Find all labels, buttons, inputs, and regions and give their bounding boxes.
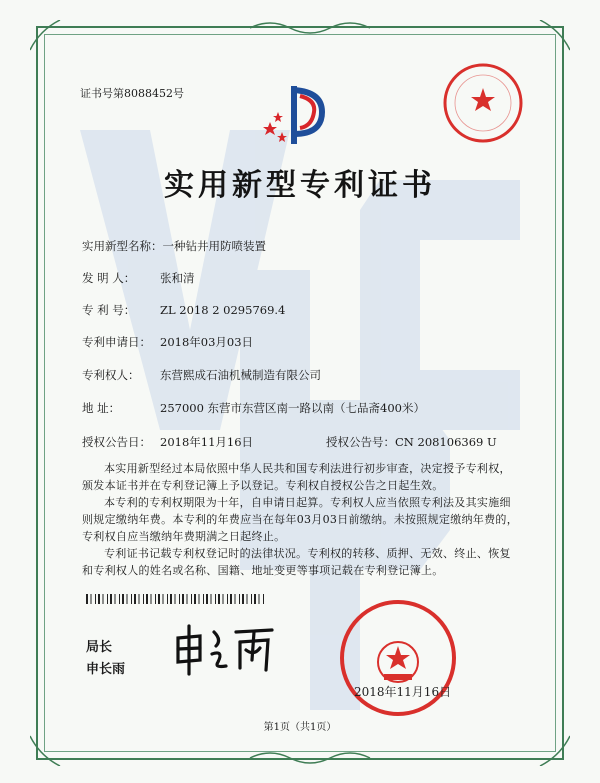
inventor-value: 张和清 [160,271,195,285]
filing-date-label: 专利申请日： [82,335,151,349]
page-footer: 第1页（共1页） [263,722,337,733]
body-paragraph-1: 本实用新型经过本局依照中华人民共和国专利法进行初步审查，决定授予专利权，颁发本证书并在专利登记簿上予以登记。专利权自授权公告之日起生效。 [82,462,511,492]
grant-number-label: 授权公告号： [326,435,395,449]
grant-date-value: 2018年11月16日 [160,435,254,449]
address-row [82,400,425,416]
body-paragraph-3: 专利证书记载专利权登记时的法律状况。专利权的转移、质押、无效、终止、恢复和专利权人的姓名或名称、国籍、地址变更等事项记载在专利登记簿上。 [82,547,511,577]
utility-model-name-row [82,238,266,254]
grant-date-row [82,434,253,450]
barcode-icon [86,594,266,604]
patent-number-label: 专 利 号： [82,303,136,317]
address-value: 257000 东营市东营区南一路以南（七品斋400米） [160,401,426,415]
grant-number-value: CN 208106369 U [395,435,497,449]
director-signature [170,620,280,676]
patentee-value: 东营熙成石油机械制造有限公司 [160,368,321,382]
director-title: 局长 [86,640,113,655]
patent-number-value: ZL 2018 2 0295769.4 [160,303,286,317]
patentee-label: 专利权人： [82,368,140,382]
inventor-row [82,270,195,286]
filing-date-value: 2018年03月03日 [160,335,254,349]
patent-number-row [82,302,285,318]
utility-model-name-value: 一种钻井用防喷装置 [162,239,266,253]
patentee-row [82,367,321,383]
certificate-title: 实用新型专利证书 [164,168,436,203]
cnipa-seal [336,596,460,720]
director-name: 申长雨 [86,662,126,677]
certificate-number: 证书号第8088452号 [80,87,184,100]
patent-office-stamp [440,60,526,146]
body-paragraph-2: 本专利的专利权期限为十年，自申请日起算。专利权人应当依照专利法及其实施细则规定缴纳年费。本专利的年费应当在每年03月03日前缴纳。未按照规定缴纳年费的，专利权自应当缴纳年费期满之日起终止。 [82,496,518,543]
utility-model-name-label: 实用新型名称： [82,239,163,253]
cnipa-logo-icon [260,82,330,152]
inventor-label: 发 明 人： [82,271,136,285]
address-label: 地 址： [82,401,121,415]
filing-date-row [82,334,253,350]
seal-date: 2018年11月16日 [354,685,452,699]
grant-number-row [326,434,497,450]
grant-date-label: 授权公告日： [82,435,151,449]
